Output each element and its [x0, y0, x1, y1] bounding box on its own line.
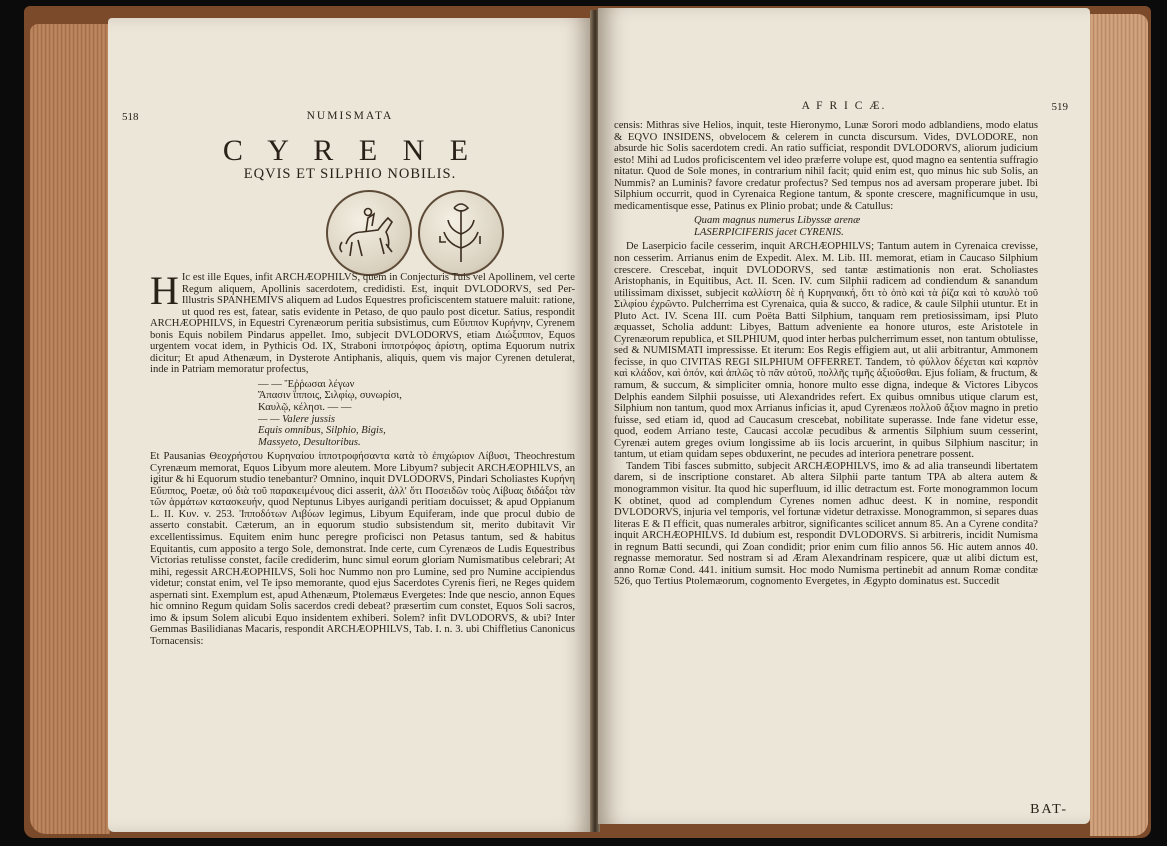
verse-line: Καυλῷ, κέλησι. — — — [258, 402, 352, 414]
verse-line: Ἅπασιν ἵπποις, Σιλφίῳ, συνωρίσι, — [258, 390, 402, 402]
verse-line: — — Ἔῤῥωσαι λέγων — [258, 378, 355, 390]
verse-line: — — Valere jussis — [258, 413, 336, 425]
left-paragraph-1: Ic est ille Eques, infit ARCHÆOPHILVS, quem in Conjecturis Tuis vel Apollinem, vel certe Regum aliquem, Apollinis sacerdotem, credidisti. Est, inquit DVLODORVS, sed Per-Illustris SPANHEMIVS aliquem ad Ludos Equestres proficiscentem statuere maluit: ratione, ut quod res est, fatear, satis evidente in Petaso, de quo paulo post dicetur. Satius, respondit ARCHÆOPHILVS, in Equestri Cyrenæorum peritia subsistimus, cum Εὔιππον Κυρήνην, Cyrenem bonis Equis nobilem Pindarus appellet. Imo, subjecit DVLODORVS, etiam Διώξιππον, Equos urgentem vocat idem, in Pythicis Od. IX, Straboni ἱπποτρόφος ἀρίστη, optima Equorum nutrix dicitur; Et apud Athenæum, in Dysterote Antiphanis, aliquis, quem vis major Cyrenen detulerat, inde in Patriam memoratur profectus, — [150, 272, 575, 376]
right-paragraph-3: Tandem Tibi fasces submitto, subjecit ARCHÆOPHILVS, imo & ad alia transeundi libertatem darem, si de inscriptione constaret. Ab altera Silphii parte tantum ΤΡΑ ab altera autem & monogrammon visitur. Ita quod hic superfluum, id illic detractum est. Forte monogrammon locum K obtinet, quod ad complendum Cyrenes nomen adhuc deest. K in nomine, respondit DVLODORVS, injuria vel temporis, vel fortunæ videtur detraxisse. Monogrammon, si separes duas literas E & Π efficit, quas numerales arbitror, significantes scilicet annum 85. An a Cyrene condita? inquit ARCHÆOPHILVS. Id dubium est, respondit DVLODORVS. Si arbitreris, incidit Numisma in regnum Batti secundi, qui Zoan condidit; prior enim cum filio annos 56. Hic autem annos 40. regnasse memoratur. Sed nostram si ad Æram Alexandrinam respicere, quæ ut alibi dictum est, anno Romæ Cond. 441. initium sumsit. Hoc modo Numisma pertinebit ad annum Romæ conditæ 526, quo Tertius Ptolemæorum, cognomento Evergetes, in Ægypto dominatus est. Succedit — [614, 460, 1038, 588]
right-paragraph-1: censis: Mithras sive Helios, inquit, teste Hieronymo, Lunæ Sorori modo adblandiens, modo elatus & EQVO INSIDENS, obvelocem & celerem in cuncta discursum. Vides, DVLODORE, non absurde hic Solis sacerdotem credi. An ratio sufficiat, respondit DVLODORVS, aliorum judicium esto! Mihi ad Ludos proficiscentem vel ideo præferre volupe est, quod magno ea sententia suffragio nitatur. Quod de Sole mones, in contrarium nihil facit; quid enim est, quo minus hic sub Solis, an Nummis? an Luminis? favore credatur profectus? Sed tempus nos ad aversam properare jubet. Ibi Silphium occurrit, quod in Cyrenaica Regione tantum, & sponte crescere, magnificumque in usu, medicamentisque esse, Patinus ex Plinio probat; unde & Catullus: — [614, 120, 1038, 212]
page-edges-right — [1090, 14, 1148, 836]
page-subtitle: EQVIS ET SILPHIO NOBILIS. — [243, 166, 457, 182]
verse-line: Quam magnus numerus Libyssæ arenæ — [694, 215, 861, 227]
left-paragraph-2: Et Pausanias Θεοχρήστου Κυρηναίου ἱπποτροφήσαντα κατὰ τὸ ἐπιχώριον Λίβυσι, Theochrestum Cyrenæum memorat, Equos Libyum more aleutem. More Libyum? subjecit ARCHÆOPHILVS, an igitur & hi Equorum studio tenebantur? Omnino, inquit DVLODORVS, Pindari Scholiastes Κυρήνη Εὔιππος, Poetæ, οὐ διὰ τοῦ παρακειμένους dici asserit, ἀλλ' ὅτι Ποσειδῶν τοὺς Λίβυας διδάξοι τὰν τῶν ἁρμάτων κατασκευήν, quod Neptunus Libyes aurigandi peritiam docuisset; & apud Oppianum L. II. Κυν. v. 253. Ἱπποδότων Λιβύων legimus, Libyum Equiferam, inde que procul dubio de asserto constabit. Cæterum, an in equorum studio subsistendum sit, merito dubitavit Vir excellentissimus. Equitem enim hunc peregre proficisci non Petasus tantum, sed & habitus Equitantis, cum apposito a tergo Sole, demonstrat. Inde certe, cum Cyrenæos de Ludis Equestribus Victorias retulisse constet, facile crediderim, hunc simul eorum gloriam Numismatibus celebrari; At mihi, regessit ARCHÆOPHILVS, Soli hoc Nummo non pro Lumine, sed pro Numine accipiendus videtur; constat enim, vel Te ipso memorante, quod ejus Sacerdotes Cyrenis fieri, ne Reges quidem aspernati sint. Exemplum est, apud Athenæum, Ptolemæus Evergetes: Inde que nescio, annon Eques hic omnino Regum quidam Solis sacerdos credi debeat? præsertim cum constet, Equos Soli sacros, imo & ipsum Solem alicubi Equo insidentem exhiberi. Solem? infit DVLODORVS, & ubi? Inter Gemmas Basilidianas Macaris, respondit ARCHÆOPHILVS, Tab. I. n. 3. ubi Chiffletius Canonicus Tornacensis: — [150, 451, 575, 647]
left-text-block — [150, 268, 575, 648]
page-edges-left — [30, 24, 110, 834]
running-head-right: A F R I C Æ. — [801, 100, 887, 112]
right-paragraph-2: De Laserpicio facile cesserim, inquit ARCHÆOPHILVS; Tantum autem in Cyrenaica crevisse, non cesserim. Arrianus enim de Expedit. Alex. M. Lib. III. memorat, etiam in Caucaso Silphium crescere. Crescebat, inquit DVLODORVS, sed tantæ æstimationis non erat. Scholiastes Aristophanis, in Equitibus, Act. II. Scen. IV. cum Silphii radicem ad condiendum & sanandum utilissimam dixisset, subjecit καλλίστη δὲ ἡ Κυρηναική, ὅτι τὸ ὀπὸ καὶ τὰ ῥίζα καὶ τὸ καυλὸ τοῦ Σιλφίου ἐχρῶντο. Pulcherrima est Cyrenaica, quia & succo, & radice, & caule Silphii utuntur. Et in Pluto Act. IV. Scena III. cum Poëta Batti Silphium, tanquam rem pretiosissimam, ipsi Pluto æquasset, Scholia addunt: Libyes, Battum adveniente ea honore uturos, este Aristotele in Cyrenæorum republica, et SILPHIUM, quod inter herbas pulcherrimum esset, non tantum obtulisse, sed & NUMISMATI impressisse. Et iterum: Eos Regis effigiem aut, ut alii arbitrantur, Ammonem fecisse, in quo CIVITAS REGI SILPHIUM OFFERRET. Tandem, τὸ φύλλον δέχεται καὶ καρπὸν καὶ κλάδον, καὶ ὀπόν, καὶ ἁπλῶς τὸ πᾶν αὐτοῦ, πολλῆς τιμῆς ἀξιοῦσθαι. Ejus foliam, & fructum, & ramum, & succum, & simpliciter omnia, honore multo esse digna, indeque & Victores Libycos Delphis eandem Silphii posuisse, uti Alexandrides refert. Ex quibus omnibus utique clarum est, Silphium non tantum, quod mox Arrianus inficias it, apud Cyrenæos πολλοῦ ἄξιον magno in pretio fuisse, sed etiam id, quod ad Caucasum crescebat, nobilitate superasse. Inde fane videtur esse, quod, eodem Arriano teste, Caucasi accolæ pecudibus & armentis Silphium suum cesserint, Cyrenæi autem greges ovium longissime ab iis locis arcuerint, in quibus Silphium nascitur; in tantum, ut etiam quidam sepes obduxerint, ne pecudes ad interiora penetrare possent. — [614, 241, 1038, 461]
verse-line: LASERPICIFERIS jacet CYRENIS. — [694, 226, 844, 238]
catchword: BAT- — [1030, 802, 1068, 817]
right-text-block — [614, 120, 1038, 588]
running-head-left: NUMISMATA — [306, 110, 394, 122]
left-page — [108, 18, 592, 832]
verse-line: Massyeto, Desultoribus. — [258, 436, 361, 448]
verse-line: Equis omnibus, Silphio, Bigis, — [258, 425, 386, 437]
page-number-left: 518 — [122, 111, 139, 123]
right-verse-block — [694, 215, 954, 238]
page-number-right: 519 — [1051, 101, 1068, 113]
page-title: C Y R E N E — [222, 134, 478, 167]
horse-rider-coin-icon — [326, 190, 412, 276]
right-page — [598, 8, 1090, 824]
left-verse-block — [258, 379, 468, 448]
dropcap-letter: H — [150, 268, 179, 313]
silphium-coin-icon — [418, 190, 504, 276]
